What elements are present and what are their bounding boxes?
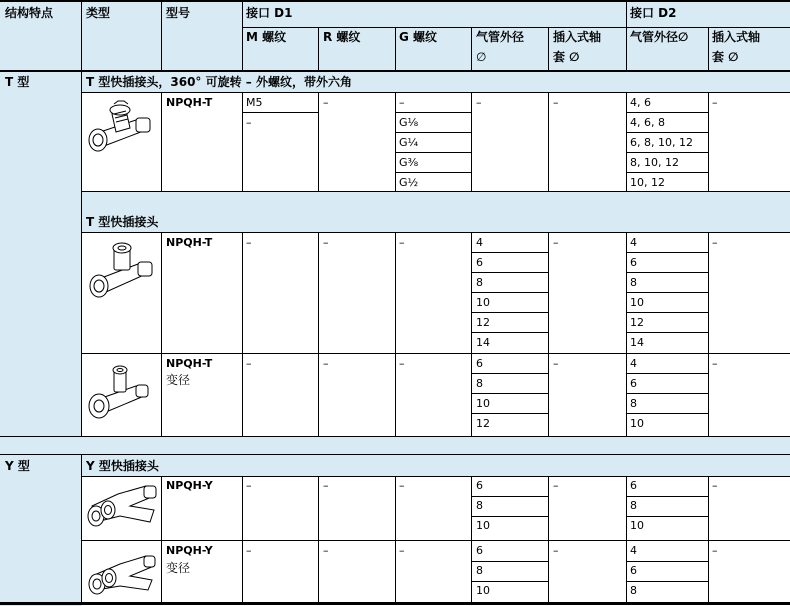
vrule-m-r2 — [318, 232, 319, 437]
t-group-label: T 型 — [5, 75, 30, 89]
rule-r2-d2-1 — [626, 252, 708, 253]
vrule-g-r4 — [471, 476, 472, 605]
vrule-d1-r4 — [626, 476, 627, 605]
vrule-g-r2 — [471, 232, 472, 437]
t-sub2-label: T 型快插接头 — [86, 215, 159, 229]
r5-m: – — [246, 544, 252, 557]
r4-d2-1: 8 — [630, 499, 637, 512]
vrule-model-head — [242, 0, 243, 71]
header-m-thread: M 螺纹 — [246, 30, 287, 44]
r3-plug: – — [553, 357, 559, 370]
r4-d2-0: 6 — [630, 479, 637, 492]
rule-r2-tube-3 — [472, 292, 548, 293]
rule-t-sub2 — [82, 232, 790, 233]
rule-r2-d2-5 — [626, 332, 708, 333]
r2-d2-2: 8 — [630, 276, 637, 289]
header-d2-plug-symbol: 套 ∅ — [712, 50, 739, 64]
vrule-tube-r1 — [548, 92, 549, 192]
rule-r3-tube-1 — [472, 373, 548, 374]
vrule-d1-r1 — [626, 92, 627, 192]
r1b-d2-1: 6, 8, 10, 12 — [630, 136, 693, 149]
rule-r3-d2-1 — [626, 373, 708, 374]
rule-r1-d2-4 — [626, 172, 708, 173]
vrule-type-r2 — [161, 232, 162, 437]
r4-tube-0: 6 — [476, 479, 483, 492]
rule-r1-d2 — [626, 112, 708, 113]
r2-d2-3: 10 — [630, 296, 644, 309]
rule-r1-g3 — [395, 152, 471, 153]
rule-r2-tube-5 — [472, 332, 548, 333]
r5-tube-2: 10 — [476, 584, 490, 597]
y-side-band — [0, 455, 82, 606]
vrule-type-r4 — [161, 476, 162, 605]
vrule-tube-r4 — [548, 476, 549, 605]
r1b-g-3: G½ — [399, 176, 419, 189]
header-tube-od: 气管外径 — [476, 30, 525, 44]
r4-d2-2: 10 — [630, 519, 644, 532]
r5-d2plug: – — [712, 544, 718, 557]
r2-tube-1: 6 — [476, 256, 483, 269]
r3-d2plug: – — [712, 357, 718, 370]
r1-model: NPQH-T — [166, 96, 213, 109]
r1-d2plug: – — [712, 96, 718, 109]
rule-r2-tube-1 — [472, 252, 548, 253]
rule-r2-d2-3 — [626, 292, 708, 293]
header-feature: 结构特点 — [5, 6, 54, 20]
vrule-model-r1 — [242, 92, 243, 192]
r4-model: NPQH-Y — [166, 479, 213, 492]
vrule-model-r2 — [242, 232, 243, 437]
r3-d2-2: 8 — [630, 397, 637, 410]
vrule-m-r1 — [318, 92, 319, 192]
r1-d2: 4, 6 — [630, 96, 651, 109]
r2-d2plug: – — [712, 236, 718, 249]
y-group-label: Y 型 — [5, 459, 30, 473]
rule-top — [0, 0, 790, 2]
vrule-d2-r1 — [708, 92, 709, 192]
r1b-g-1: G¼ — [399, 136, 419, 149]
t-fitting-reducing-icon — [84, 358, 160, 430]
vrule-d2-r4 — [708, 476, 709, 605]
y-sub-label: Y 型快插接头 — [86, 459, 159, 473]
rule-r3-d2-2 — [626, 393, 708, 394]
r3-d2-3: 10 — [630, 417, 644, 430]
vrule-r-r2 — [395, 232, 396, 437]
r2-g: – — [399, 236, 405, 249]
r1-m: M5 — [246, 96, 263, 109]
vrule-type-r1 — [161, 92, 162, 192]
vrule-d1-head — [626, 0, 627, 71]
rule-r5-d2-1 — [626, 561, 708, 562]
r3-r: – — [323, 357, 329, 370]
rule-y-sub — [82, 476, 790, 477]
rule-r2-d2-4 — [626, 312, 708, 313]
r4-g: – — [399, 479, 405, 492]
r5-model: NPQH-Y — [166, 544, 213, 557]
y-fitting-reducing-icon — [84, 546, 160, 602]
header-r-thread: R 螺纹 — [323, 30, 361, 44]
rule-r3-tube-2 — [472, 393, 548, 394]
r5-tube-1: 8 — [476, 564, 483, 577]
r3-model: NPQH-T — [166, 357, 213, 370]
rule-r1-g4 — [395, 172, 471, 173]
r1b-d2-2: 8, 10, 12 — [630, 156, 679, 169]
r3-tube-0: 6 — [476, 357, 483, 370]
vrule-m-head — [318, 27, 319, 71]
rule-r3-tube-3 — [472, 413, 548, 414]
vrule-tube-head — [548, 27, 549, 71]
r1-plug: – — [553, 96, 559, 109]
header-tube-od-symbol: ∅ — [476, 50, 487, 64]
r1b-g-2: G⅜ — [399, 156, 419, 169]
r5-g: – — [399, 544, 405, 557]
r2-d2-0: 4 — [630, 236, 637, 249]
header-d2-tube-od: 气管外径∅ — [630, 30, 689, 44]
rule-r4-tube-1 — [472, 496, 548, 497]
vrule-m-r4 — [318, 476, 319, 605]
r1-g: – — [399, 96, 405, 109]
r5-model-variant: 变径 — [166, 561, 191, 575]
rule-r4-d2-1 — [626, 496, 708, 497]
rule-r3-top — [82, 353, 790, 354]
r4-tube-1: 8 — [476, 499, 483, 512]
rule-y-top — [0, 454, 790, 455]
y-fitting-icon — [84, 478, 160, 538]
vrule-r-r4 — [395, 476, 396, 605]
r5-r: – — [323, 544, 329, 557]
rule-r5-tube-1 — [472, 561, 548, 562]
r5-d2-1: 6 — [630, 564, 637, 577]
r2-tube-5: 14 — [476, 336, 490, 349]
r1-tube: – — [476, 96, 482, 109]
rule-r4-tube-2 — [472, 516, 548, 517]
r2-m: – — [246, 236, 252, 249]
r4-tube-2: 10 — [476, 519, 490, 532]
header-d2-plug: 插入式轴 — [712, 30, 761, 44]
r1b-m: – — [246, 116, 252, 129]
r2-tube-4: 12 — [476, 316, 490, 329]
vrule-feature — [81, 0, 82, 437]
r5-tube-0: 6 — [476, 544, 483, 557]
t-sub2-band — [82, 211, 790, 232]
r3-tube-2: 10 — [476, 397, 490, 410]
vrule-model-r4 — [242, 476, 243, 605]
vrule-feature-y — [81, 455, 82, 605]
vrule-g-r1 — [471, 92, 472, 192]
rule-r5-d2-2 — [626, 581, 708, 582]
r2-d2-4: 12 — [630, 316, 644, 329]
r3-g: – — [399, 357, 405, 370]
header-type: 类型 — [86, 6, 111, 20]
r1b-d2-3: 10, 12 — [630, 176, 665, 189]
t-fitting-icon — [84, 236, 160, 302]
rule-r3-d2-3 — [626, 413, 708, 414]
vrule-tube-r2 — [548, 232, 549, 437]
r3-d2-0: 4 — [630, 357, 637, 370]
r2-tube-0: 4 — [476, 236, 483, 249]
r2-d2-1: 6 — [630, 256, 637, 269]
r2-r: – — [323, 236, 329, 249]
rule-t-sub1 — [82, 92, 790, 93]
r4-m: – — [246, 479, 252, 492]
header-port-d2: 接口 D2 — [630, 6, 677, 20]
vrule-r-r1 — [395, 92, 396, 192]
r4-plug: – — [553, 479, 559, 492]
header-g-thread: G 螺纹 — [399, 30, 438, 44]
r4-r: – — [323, 479, 329, 492]
rule-r5-tube-2 — [472, 581, 548, 582]
rule-r1-d2-3 — [626, 152, 708, 153]
r2-d2-5: 14 — [630, 336, 644, 349]
rule-r4-d2-2 — [626, 516, 708, 517]
r1b-g-0: G⅛ — [399, 116, 419, 129]
group-sep-band — [0, 437, 790, 455]
rule-r5-top — [82, 540, 790, 541]
vrule-d2-r2 — [708, 232, 709, 437]
r2-tube-2: 8 — [476, 276, 483, 289]
r5-d2-2: 8 — [630, 584, 637, 597]
r1-r: – — [323, 96, 329, 109]
t-side-band — [0, 71, 82, 437]
t-sep-band — [82, 191, 790, 211]
t-fitting-threaded-icon — [84, 96, 160, 168]
header-plug-symbol: 套 ∅ — [553, 50, 580, 64]
header-port-d1: 接口 D1 — [246, 6, 293, 20]
rule-r1-m — [242, 112, 318, 113]
r3-m: – — [246, 357, 252, 370]
y-sub-band — [82, 455, 790, 476]
vrule-d2-head — [708, 27, 709, 71]
header-model: 型号 — [166, 6, 191, 20]
vrule-d1-r2 — [626, 232, 627, 437]
rule-r2-d2-2 — [626, 272, 708, 273]
r5-d2-0: 4 — [630, 544, 637, 557]
r3-tube-1: 8 — [476, 377, 483, 390]
rule-t-sep-top — [82, 191, 790, 192]
r2-model: NPQH-T — [166, 236, 213, 249]
rule-r1-g — [395, 112, 471, 113]
r1b-d2-0: 4, 6, 8 — [630, 116, 665, 129]
vrule-r-head — [395, 27, 396, 71]
t-sub1-label: T 型快插接头，360° 可旋转 – 外螺纹，带外六角 — [86, 75, 352, 89]
r2-tube-3: 10 — [476, 296, 490, 309]
r2-plug: – — [553, 236, 559, 249]
r3-d2-1: 6 — [630, 377, 637, 390]
vrule-g-head — [471, 27, 472, 71]
rule-r2-tube-2 — [472, 272, 548, 273]
header-plug: 插入式轴 — [553, 30, 602, 44]
r5-plug: – — [553, 544, 559, 557]
rule-r2-tube-4 — [472, 312, 548, 313]
rule-r1-d2-2 — [626, 132, 708, 133]
vrule-type-head — [161, 0, 162, 71]
rule-r1-g2 — [395, 132, 471, 133]
r3-model-variant: 变径 — [166, 373, 191, 387]
r4-d2plug: – — [712, 479, 718, 492]
r3-tube-3: 12 — [476, 417, 490, 430]
